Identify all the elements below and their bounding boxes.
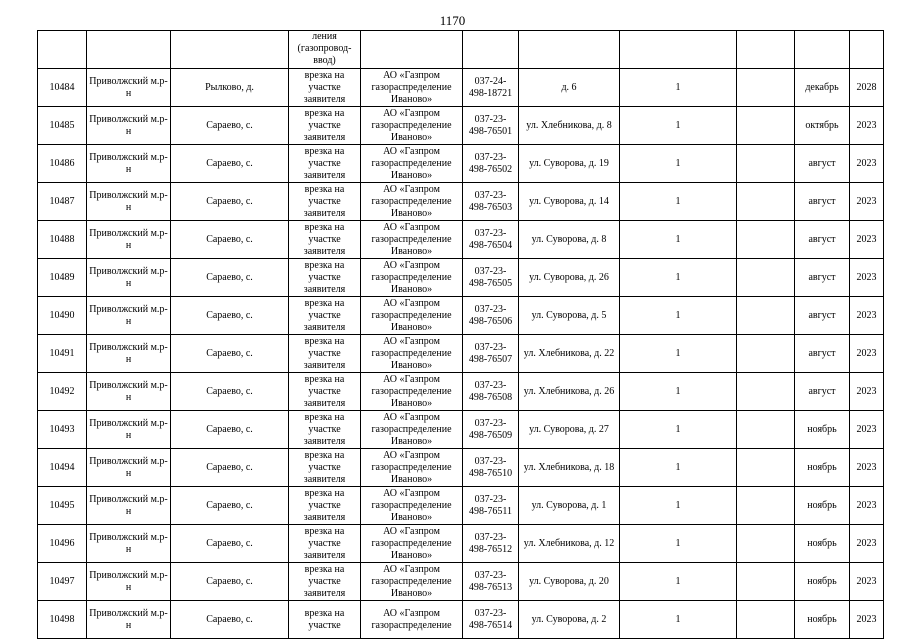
year-cell: 2023 <box>850 183 884 221</box>
connection-type-cell: врезка на участке заявителя <box>289 183 361 221</box>
locality-cell: Сараево, с. <box>171 601 289 639</box>
empty-cell <box>737 373 795 411</box>
object-code-cell: 037-24- 498-18721 <box>463 69 519 107</box>
month-cell: ноябрь <box>795 411 850 449</box>
year-cell: 2023 <box>850 487 884 525</box>
row-number-cell: 10488 <box>38 221 87 259</box>
organization-cell: АО «Газпром газораспределение Иваново» <box>361 297 463 335</box>
quantity-cell: 1 <box>620 601 737 639</box>
row-number-cell: 10490 <box>38 297 87 335</box>
district-cell: Приволжский м.р-н <box>87 449 171 487</box>
header-cell-district <box>87 31 171 69</box>
header-cell-locality <box>171 31 289 69</box>
quantity-cell: 1 <box>620 487 737 525</box>
address-cell: ул. Хлебникова, д. 12 <box>519 525 620 563</box>
object-code-cell: 037-23- 498-76509 <box>463 411 519 449</box>
quantity-cell: 1 <box>620 297 737 335</box>
quantity-cell: 1 <box>620 525 737 563</box>
locality-cell: Сараево, с. <box>171 487 289 525</box>
connection-type-cell: врезка на участке заявителя <box>289 487 361 525</box>
object-code-cell: 037-23- 498-76505 <box>463 259 519 297</box>
month-cell: ноябрь <box>795 563 850 601</box>
row-number-cell: 10486 <box>38 145 87 183</box>
organization-cell: АО «Газпром газораспределение Иваново» <box>361 335 463 373</box>
locality-cell: Сараево, с. <box>171 525 289 563</box>
year-cell: 2023 <box>850 449 884 487</box>
locality-cell: Сараево, с. <box>171 259 289 297</box>
connection-type-cell: врезка на участке заявителя <box>289 335 361 373</box>
table-row <box>38 487 884 525</box>
year-cell: 2023 <box>850 411 884 449</box>
object-code-cell: 037-23- 498-76510 <box>463 449 519 487</box>
locality-cell: Сараево, с. <box>171 107 289 145</box>
month-cell: август <box>795 259 850 297</box>
object-code-cell: 037-23- 498-76506 <box>463 297 519 335</box>
connection-type-cell: врезка на участке заявителя <box>289 145 361 183</box>
district-cell: Приволжский м.р-н <box>87 145 171 183</box>
connection-type-cell: врезка на участке заявителя <box>289 69 361 107</box>
locality-cell: Сараево, с. <box>171 373 289 411</box>
header-cell-organization <box>361 31 463 69</box>
district-cell: Приволжский м.р-н <box>87 183 171 221</box>
address-cell: ул. Суворова, д. 2 <box>519 601 620 639</box>
connection-type-cell: врезка на участке заявителя <box>289 221 361 259</box>
address-cell: ул. Хлебникова, д. 26 <box>519 373 620 411</box>
district-cell: Приволжский м.р-н <box>87 601 171 639</box>
address-cell: ул. Хлебникова, д. 18 <box>519 449 620 487</box>
district-cell: Приволжский м.р-н <box>87 525 171 563</box>
table-row <box>38 601 884 639</box>
month-cell: август <box>795 221 850 259</box>
row-number-cell: 10492 <box>38 373 87 411</box>
month-cell: август <box>795 183 850 221</box>
connection-type-cell: врезка на участке заявителя <box>289 411 361 449</box>
table-row <box>38 373 884 411</box>
table-header-continuation-row <box>38 31 884 69</box>
address-cell: ул. Суворова, д. 27 <box>519 411 620 449</box>
address-cell: ул. Суворова, д. 26 <box>519 259 620 297</box>
table-row <box>38 297 884 335</box>
object-code-cell: 037-23- 498-76502 <box>463 145 519 183</box>
district-cell: Приволжский м.р-н <box>87 69 171 107</box>
locality-cell: Сараево, с. <box>171 145 289 183</box>
district-cell: Приволжский м.р-н <box>87 563 171 601</box>
district-cell: Приволжский м.р-н <box>87 335 171 373</box>
row-number-cell: 10489 <box>38 259 87 297</box>
organization-cell: АО «Газпром газораспределение Иваново» <box>361 259 463 297</box>
header-cell-month <box>795 31 850 69</box>
month-cell: ноябрь <box>795 525 850 563</box>
address-cell: ул. Суворова, д. 1 <box>519 487 620 525</box>
table-row <box>38 145 884 183</box>
month-cell: август <box>795 297 850 335</box>
quantity-cell: 1 <box>620 221 737 259</box>
empty-cell <box>737 297 795 335</box>
object-code-cell: 037-23- 498-76503 <box>463 183 519 221</box>
connection-type-cell: врезка на участке заявителя <box>289 259 361 297</box>
connection-type-cell: врезка на участке <box>289 601 361 639</box>
organization-cell: АО «Газпром газораспределение Иваново» <box>361 563 463 601</box>
object-code-cell: 037-23- 498-76514 <box>463 601 519 639</box>
header-cell-year <box>850 31 884 69</box>
object-code-cell: 037-23- 498-76504 <box>463 221 519 259</box>
connection-type-cell: врезка на участке заявителя <box>289 107 361 145</box>
quantity-cell: 1 <box>620 107 737 145</box>
object-code-cell: 037-23- 498-76513 <box>463 563 519 601</box>
row-number-cell: 10496 <box>38 525 87 563</box>
quantity-cell: 1 <box>620 335 737 373</box>
organization-cell: АО «Газпром газораспределение Иваново» <box>361 373 463 411</box>
address-cell: ул. Суворова, д. 14 <box>519 183 620 221</box>
year-cell: 2023 <box>850 107 884 145</box>
quantity-cell: 1 <box>620 373 737 411</box>
organization-cell: АО «Газпром газораспределение Иваново» <box>361 487 463 525</box>
organization-cell: АО «Газпром газораспределение Иваново» <box>361 221 463 259</box>
object-code-cell: 037-23- 498-76508 <box>463 373 519 411</box>
month-cell: август <box>795 145 850 183</box>
empty-cell <box>737 563 795 601</box>
object-code-cell: 037-23- 498-76501 <box>463 107 519 145</box>
address-cell: ул. Суворова, д. 8 <box>519 221 620 259</box>
month-cell: декабрь <box>795 69 850 107</box>
row-number-cell: 10485 <box>38 107 87 145</box>
address-cell: д. 6 <box>519 69 620 107</box>
quantity-cell: 1 <box>620 563 737 601</box>
table-row <box>38 221 884 259</box>
address-cell: ул. Суворова, д. 19 <box>519 145 620 183</box>
year-cell: 2023 <box>850 297 884 335</box>
month-cell: октябрь <box>795 107 850 145</box>
row-number-cell: 10491 <box>38 335 87 373</box>
table-row <box>38 107 884 145</box>
organization-cell: АО «Газпром газораспределение Иваново» <box>361 183 463 221</box>
empty-cell <box>737 107 795 145</box>
header-cell-number <box>38 31 87 69</box>
connection-type-cell: врезка на участке заявителя <box>289 373 361 411</box>
gasification-schedule-table <box>37 30 884 639</box>
row-number-cell: 10495 <box>38 487 87 525</box>
object-code-cell: 037-23- 498-76511 <box>463 487 519 525</box>
year-cell: 2023 <box>850 221 884 259</box>
month-cell: ноябрь <box>795 449 850 487</box>
locality-cell: Сараево, с. <box>171 297 289 335</box>
district-cell: Приволжский м.р-н <box>87 297 171 335</box>
organization-cell: АО «Газпром газораспределение Иваново» <box>361 449 463 487</box>
header-cell-extra <box>737 31 795 69</box>
year-cell: 2028 <box>850 69 884 107</box>
district-cell: Приволжский м.р-н <box>87 411 171 449</box>
organization-cell: АО «Газпром газораспределение Иваново» <box>361 107 463 145</box>
month-cell: август <box>795 373 850 411</box>
quantity-cell: 1 <box>620 411 737 449</box>
month-cell: ноябрь <box>795 487 850 525</box>
quantity-cell: 1 <box>620 69 737 107</box>
year-cell: 2023 <box>850 563 884 601</box>
table-row <box>38 411 884 449</box>
organization-cell: АО «Газпром газораспределение <box>361 601 463 639</box>
empty-cell <box>737 259 795 297</box>
locality-cell: Рылково, д. <box>171 69 289 107</box>
district-cell: Приволжский м.р-н <box>87 259 171 297</box>
table-row <box>38 563 884 601</box>
connection-type-cell: врезка на участке заявителя <box>289 297 361 335</box>
page-number: 1170 <box>439 13 466 28</box>
quantity-cell: 1 <box>620 145 737 183</box>
row-number-cell: 10493 <box>38 411 87 449</box>
empty-cell <box>737 601 795 639</box>
empty-cell <box>737 411 795 449</box>
row-number-cell: 10484 <box>38 69 87 107</box>
year-cell: 2023 <box>850 259 884 297</box>
empty-cell <box>737 183 795 221</box>
table-row <box>38 183 884 221</box>
connection-type-cell: врезка на участке заявителя <box>289 449 361 487</box>
empty-cell <box>737 525 795 563</box>
object-code-cell: 037-23- 498-76507 <box>463 335 519 373</box>
organization-cell: АО «Газпром газораспределение Иваново» <box>361 525 463 563</box>
empty-cell <box>737 145 795 183</box>
row-number-cell: 10498 <box>38 601 87 639</box>
year-cell: 2023 <box>850 145 884 183</box>
header-cell-code <box>463 31 519 69</box>
year-cell: 2023 <box>850 335 884 373</box>
address-cell: ул. Суворова, д. 20 <box>519 563 620 601</box>
locality-cell: Сараево, с. <box>171 411 289 449</box>
month-cell: август <box>795 335 850 373</box>
district-cell: Приволжский м.р-н <box>87 107 171 145</box>
empty-cell <box>737 335 795 373</box>
organization-cell: АО «Газпром газораспределение Иваново» <box>361 145 463 183</box>
organization-cell: АО «Газпром газораспределение Иваново» <box>361 411 463 449</box>
table-body <box>38 31 884 639</box>
quantity-cell: 1 <box>620 183 737 221</box>
locality-cell: Сараево, с. <box>171 221 289 259</box>
year-cell: 2023 <box>850 373 884 411</box>
district-cell: Приволжский м.р-н <box>87 487 171 525</box>
header-cell-connection-type: ления (газопровод- ввод) <box>289 31 361 69</box>
header-cell-address <box>519 31 620 69</box>
row-number-cell: 10494 <box>38 449 87 487</box>
table-row <box>38 335 884 373</box>
locality-cell: Сараево, с. <box>171 335 289 373</box>
locality-cell: Сараево, с. <box>171 449 289 487</box>
empty-cell <box>737 487 795 525</box>
table-row <box>38 69 884 107</box>
empty-cell <box>737 449 795 487</box>
connection-type-cell: врезка на участке заявителя <box>289 563 361 601</box>
year-cell: 2023 <box>850 601 884 639</box>
row-number-cell: 10497 <box>38 563 87 601</box>
quantity-cell: 1 <box>620 449 737 487</box>
district-cell: Приволжский м.р-н <box>87 373 171 411</box>
object-code-cell: 037-23- 498-76512 <box>463 525 519 563</box>
empty-cell <box>737 69 795 107</box>
quantity-cell: 1 <box>620 259 737 297</box>
table-row <box>38 259 884 297</box>
organization-cell: АО «Газпром газораспределение Иваново» <box>361 69 463 107</box>
address-cell: ул. Хлебникова, д. 22 <box>519 335 620 373</box>
year-cell: 2023 <box>850 525 884 563</box>
row-number-cell: 10487 <box>38 183 87 221</box>
district-cell: Приволжский м.р-н <box>87 221 171 259</box>
locality-cell: Сараево, с. <box>171 563 289 601</box>
connection-type-cell: врезка на участке заявителя <box>289 525 361 563</box>
month-cell: ноябрь <box>795 601 850 639</box>
table-row <box>38 449 884 487</box>
address-cell: ул. Суворова, д. 5 <box>519 297 620 335</box>
empty-cell <box>737 221 795 259</box>
locality-cell: Сараево, с. <box>171 183 289 221</box>
table-row <box>38 525 884 563</box>
address-cell: ул. Хлебникова, д. 8 <box>519 107 620 145</box>
header-cell-quantity <box>620 31 737 69</box>
